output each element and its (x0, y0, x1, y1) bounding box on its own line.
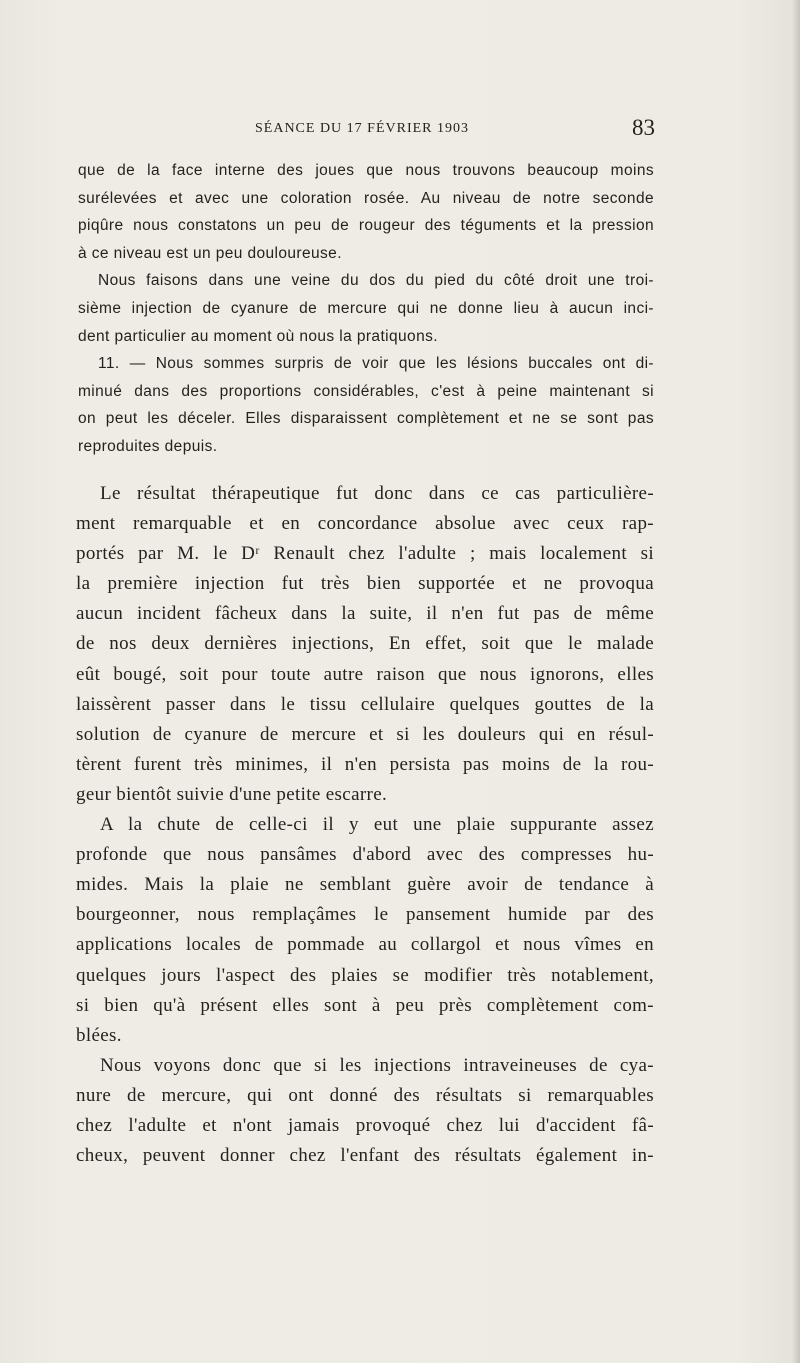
text-line: geur bientôt suivie d'une petite escarre. (76, 783, 388, 805)
text-line: Le résultat thérapeutique fut donc dans ce cas particulière- (100, 483, 654, 504)
text-line: à ce niveau est un peu douloureuse. (78, 244, 342, 262)
text-line: la première injection fut très bien supportée et ne provoqua (76, 573, 654, 595)
text-line: cheux, peuvent donner chez l'enfant des résultats également in- (76, 1145, 654, 1167)
text-line: Nous faisons dans une veine du dos du pied du côté droit une troi- (98, 272, 654, 290)
text-line: eût bougé, soit pour toute autre raison que nous ignorons, elles (76, 663, 654, 685)
text-line: Nous voyons donc que si les injections intraveineuses de cya- (100, 1054, 654, 1076)
text-line: sième injection de cyanure de mercure qui ne donne lieu à aucun inci- (78, 299, 654, 317)
paragraph (76, 1051, 654, 1171)
page-number: 83 (632, 115, 655, 140)
text-line: chez l'adulte et n'ont jamais provoqué chez lui d'accident fâ- (76, 1114, 654, 1136)
text-line: piqûre nous constatons un peu de rougeur des téguments et la pression (78, 217, 654, 235)
text-line: si bien qu'à présent elles sont à peu près complètement com- (76, 994, 654, 1016)
case-notes-block (78, 157, 654, 461)
text-line: 11. — Nous sommes surpris de voir que les lésions buccales ont di- (98, 355, 654, 373)
page-header (75, 115, 655, 145)
running-head: SÉANCE DU 17 FÉVRIER 1903 (255, 121, 470, 136)
paragraph (78, 350, 654, 460)
text-line: nure de mercure, qui ont donné des résultats si remarquables (76, 1084, 654, 1106)
text-line: profonde que nous pansâmes d'abord avec des compresses hu- (76, 844, 654, 866)
text-line: ment remarquable et en concordance absolue avec ceux rap- (76, 513, 654, 535)
text-line: solution de cyanure de mercure et si les douleurs qui en résul- (76, 723, 654, 745)
text-line: applications locales de pommade au collargol et nous vîmes en (76, 934, 654, 956)
paragraph (78, 267, 654, 350)
text-line: mides. Mais la plaie ne semblant guère avoir de tendance à (76, 874, 654, 896)
paragraph (76, 810, 654, 1051)
text-line: de nos deux dernières injections, En effet, soit que le malade (76, 633, 654, 655)
text-line: portés par M. le Dʳ Renault chez l'adulte ; mais localement si (76, 543, 654, 565)
text-line: quelques jours l'aspect des plaies se modifier très notablement, (76, 964, 654, 986)
text-line: surélevées et avec une coloration rosée. Au niveau de notre seconde (78, 189, 654, 207)
discussion-block (76, 479, 654, 1171)
paragraph (76, 479, 654, 810)
page-edge-shadow (792, 0, 800, 1363)
paragraph (78, 157, 654, 267)
text-line: tèrent furent très minimes, il n'en persista pas moins de la rou- (76, 753, 654, 775)
text-line: que de la face interne des joues que nous trouvons beaucoup moins (78, 162, 654, 179)
text-line: on peut les déceler. Elles disparaissent complètement et ne se sont pas (78, 410, 654, 428)
text-line: minué dans des proportions considérables, c'est à peine maintenant si (78, 382, 654, 400)
text-line: bourgeonner, nous remplaçâmes le pansement humide par des (76, 904, 654, 926)
text-line: laissèrent passer dans le tissu cellulaire quelques gouttes de la (76, 693, 654, 715)
text-line: A la chute de celle-ci il y eut une plaie suppurante assez (100, 814, 654, 836)
text-line: reproduites depuis. (78, 437, 218, 455)
text-line: dent particulier au moment où nous la pratiquons. (78, 327, 438, 345)
text-line: blées. (76, 1024, 122, 1046)
text-line: aucun incident fâcheux dans la suite, il n'en fut pas de même (76, 603, 654, 625)
